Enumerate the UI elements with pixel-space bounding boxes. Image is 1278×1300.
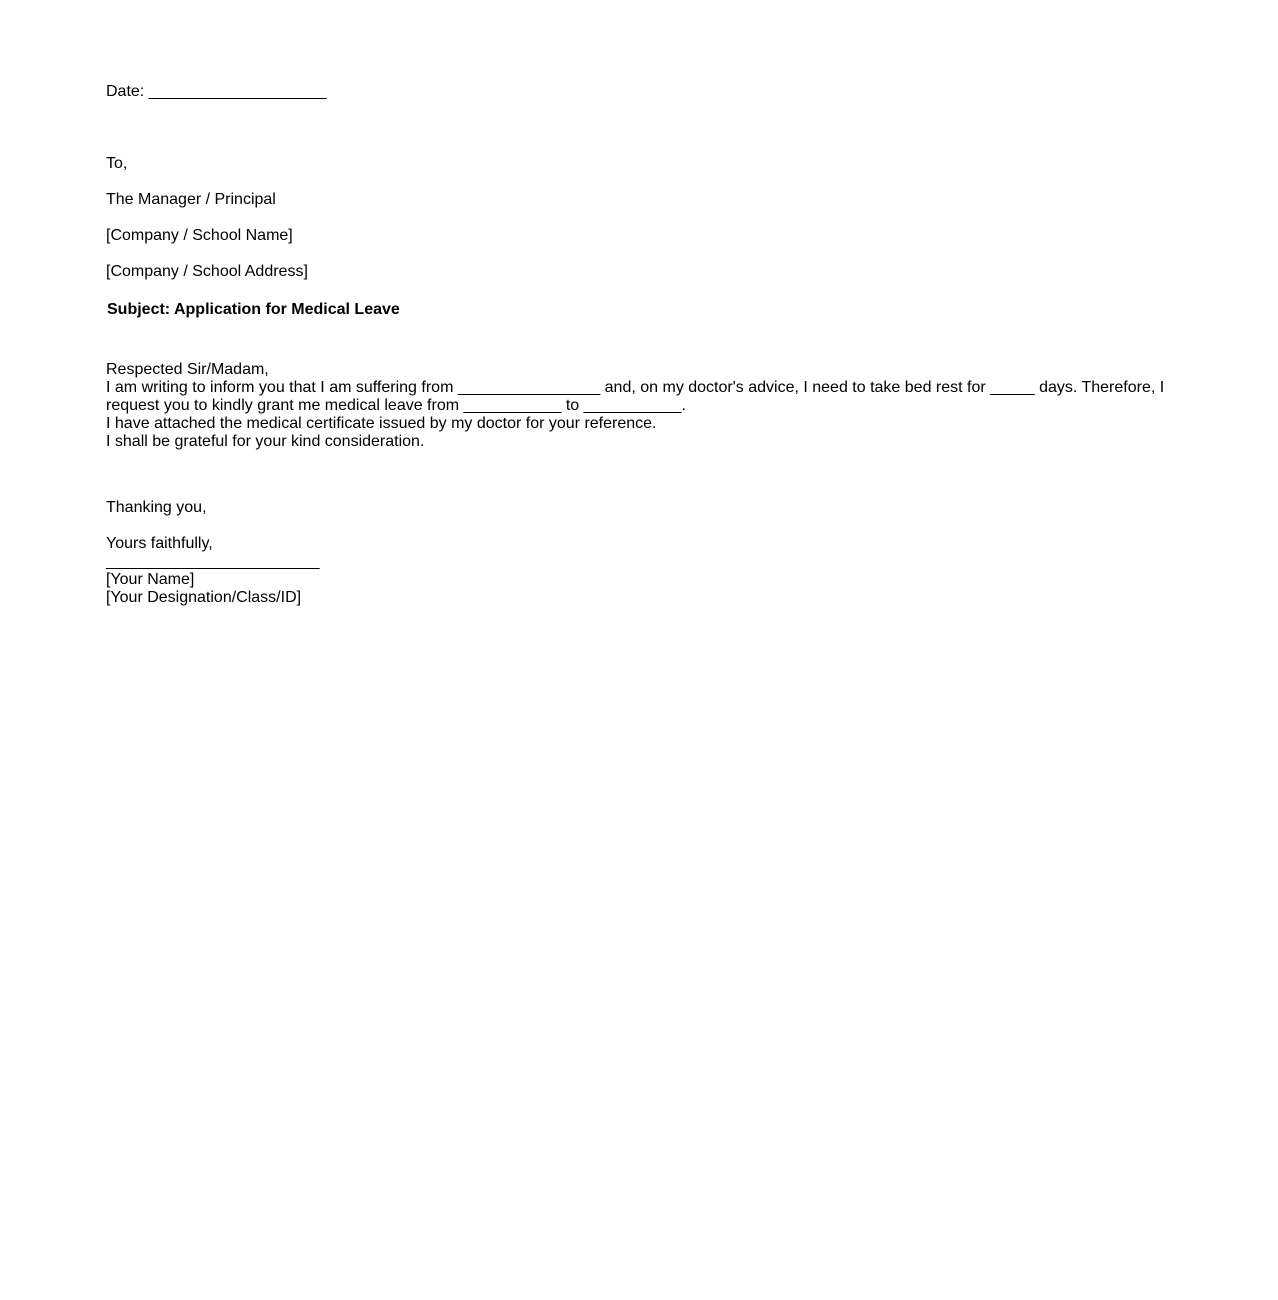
subject-line: Subject: Application for Medical Leave (107, 301, 400, 318)
salutation-to: To, (106, 155, 128, 172)
signature-line: ________________________ (106, 553, 320, 570)
body-paragraph-gratitude: I shall be grateful for your kind consideration. (106, 433, 425, 450)
recipient-organization-address: [Company / School Address] (106, 263, 308, 280)
recipient-title: The Manager / Principal (106, 191, 276, 208)
sender-designation: [Your Designation/Class/ID] (106, 589, 302, 606)
body-paragraph-request: I am writing to inform you that I am suffering from ________________ and, on my doctor's advice, I need to take bed rest for _____ days. Therefore, I request you to kindly grant me medical leave from ___________ to ___________. (106, 379, 1165, 414)
greeting: Respected Sir/Madam, (106, 361, 269, 378)
date-line: Date: ____________________ (106, 83, 327, 100)
closing-thanks: Thanking you, (106, 499, 207, 516)
recipient-organization-name: [Company / School Name] (106, 227, 293, 244)
body-paragraph-certificate: I have attached the medical certificate issued by my doctor for your reference. (106, 415, 657, 432)
closing-sign-off: Yours faithfully, (106, 535, 213, 552)
letter-body (106, 361, 1172, 451)
signature-block (106, 553, 320, 607)
sender-name: [Your Name] (106, 571, 195, 588)
